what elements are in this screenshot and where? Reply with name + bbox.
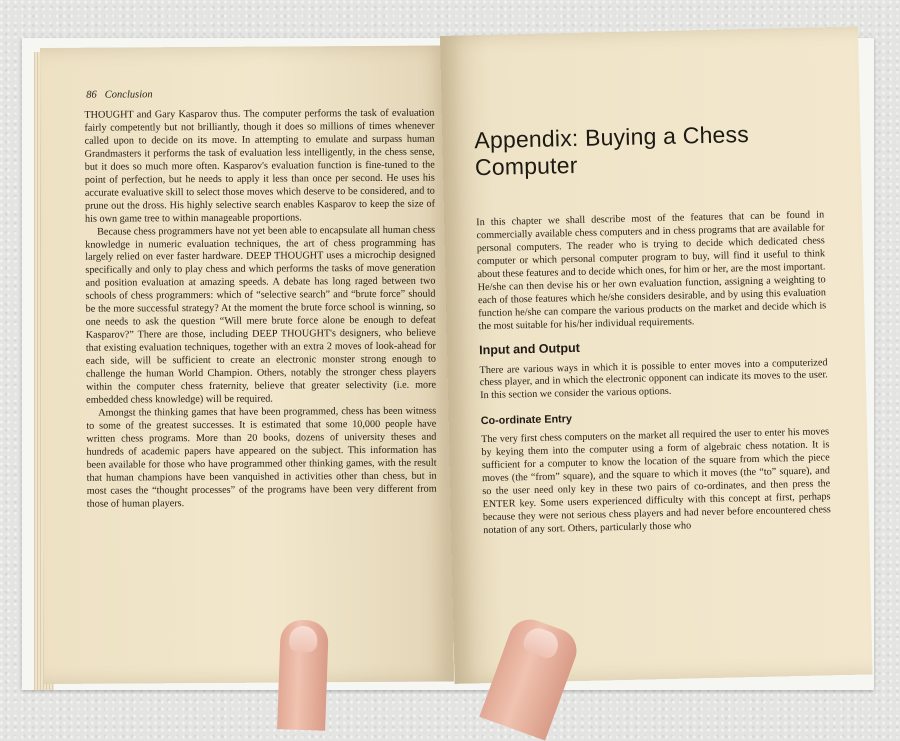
appendix-title: Appendix: Buying a Chess Computer	[474, 121, 750, 181]
right-page	[440, 27, 873, 684]
right-page-body	[476, 209, 831, 538]
paragraph: THOUGHT and Gary Kasparov thus. The computer performs the task of evaluation fairly competently but not brilliantly, though it does so millions of times whenever called upon to decide on its move. In attempting to emulate and surpass human Grandmasters it performs the task of evaluation less intelligently, in the chess sense, but it does so much more often. Kasparov's evaluation function is fine-tuned to the point of perfection, but he needs to apply it less than once per second. He uses his accurate evaluative skill to select those moves which deserve to be considered, and to prune out the dross. His highly selective search enables Kasparov to keep the size of his own game tree to within manageable proportions.	[84, 107, 435, 225]
section-paragraph: There are various ways in which it is possible to enter moves into a computerized chess player, and in which the electronic opponent can indicate its moves to the user. In this section we consider the various options.	[479, 356, 828, 402]
left-thumb	[277, 619, 329, 731]
section-heading: Input and Output	[478, 340, 580, 357]
page-number: 86	[86, 89, 97, 101]
thumbnail	[521, 624, 562, 660]
left-page-body	[84, 108, 436, 512]
thumbnail	[289, 626, 318, 653]
subsection-heading: Co-ordinate Entry	[480, 413, 573, 428]
running-head	[86, 89, 152, 100]
subsection-paragraph: The very first chess computers on the market all required the user to enter his moves by keying them into the computer using a form of algebraic chess notation. It is sufficient for a computer to know the location of the square from which the piece moves (the “from” square), and the square to which it moves (the “to” square), and so the user need only key in these two pairs of co-ordinates, and then press the ENTER key. Some users experienced difficulty with this concept at first, perhaps because they were not serious chess players and had never before encountered chess notation of any sort. Others, particularly those who	[481, 426, 831, 537]
paragraph: Amongst the thinking games that have been programmed, chess has been witness to some of the greatest successes. It is estimated that some 10,000 people have written chess programs. More than 20 books, dozens of university theses and hundreds of academic papers have appeared on the subject. This information has been available for those who have programmed other thinking games, with the result that human champions have been vanquished in activities other than chess, but in most cases the “thought processes” of the programs have been very different from those of human players.	[86, 405, 437, 510]
intro-paragraph: In this chapter we shall describe most of the features that can be found in commercially available chess computers and in chess programs that are available for personal computers. The reader who is trying to decide which dedicated chess computer or which personal computer program to buy, will find it useful to think about these features and to decide which ones, for him or her, are the most important. He/she can then devise his or her own evaluation function, assigning a weighting to each of those features which he/she considers desirable, and by using this evaluation function he/she can compare the various products on the market and decide which is the most suitable for his/her individual requirements.	[476, 209, 827, 332]
left-page	[40, 45, 454, 683]
chapter-name: Conclusion	[104, 89, 153, 101]
paragraph: Because chess programmers have not yet been able to encapsulate all human chess knowledge in numeric evaluation techniques, the art of chess programming has largely relied on ever faster hardware. DEEP THOUGHT uses a microchip designed specifically and only to play chess and which performs the tasks of move generation and position evaluation at amazing speeds. A debate has long raged between two schools of chess programmers: which of “selective search” and “brute force” should be the more successful strategy? At the moment the brute force school is winning, so one needs to ask the question “Will mere brute force alone be enough to defeat Kasparov?” There are those, including DEEP THOUGHT's designers, who believe that existing evaluation techniques, together with an extra 2 moves of look-ahead for each side, will be sufficient to create an electronic monster strong enough to challenge the human World Champion. Others, notably the stronger chess players within the computer chess fraternity, believe that greater selectivity (i.e. more embedded chess knowledge) will be required.	[85, 224, 437, 406]
